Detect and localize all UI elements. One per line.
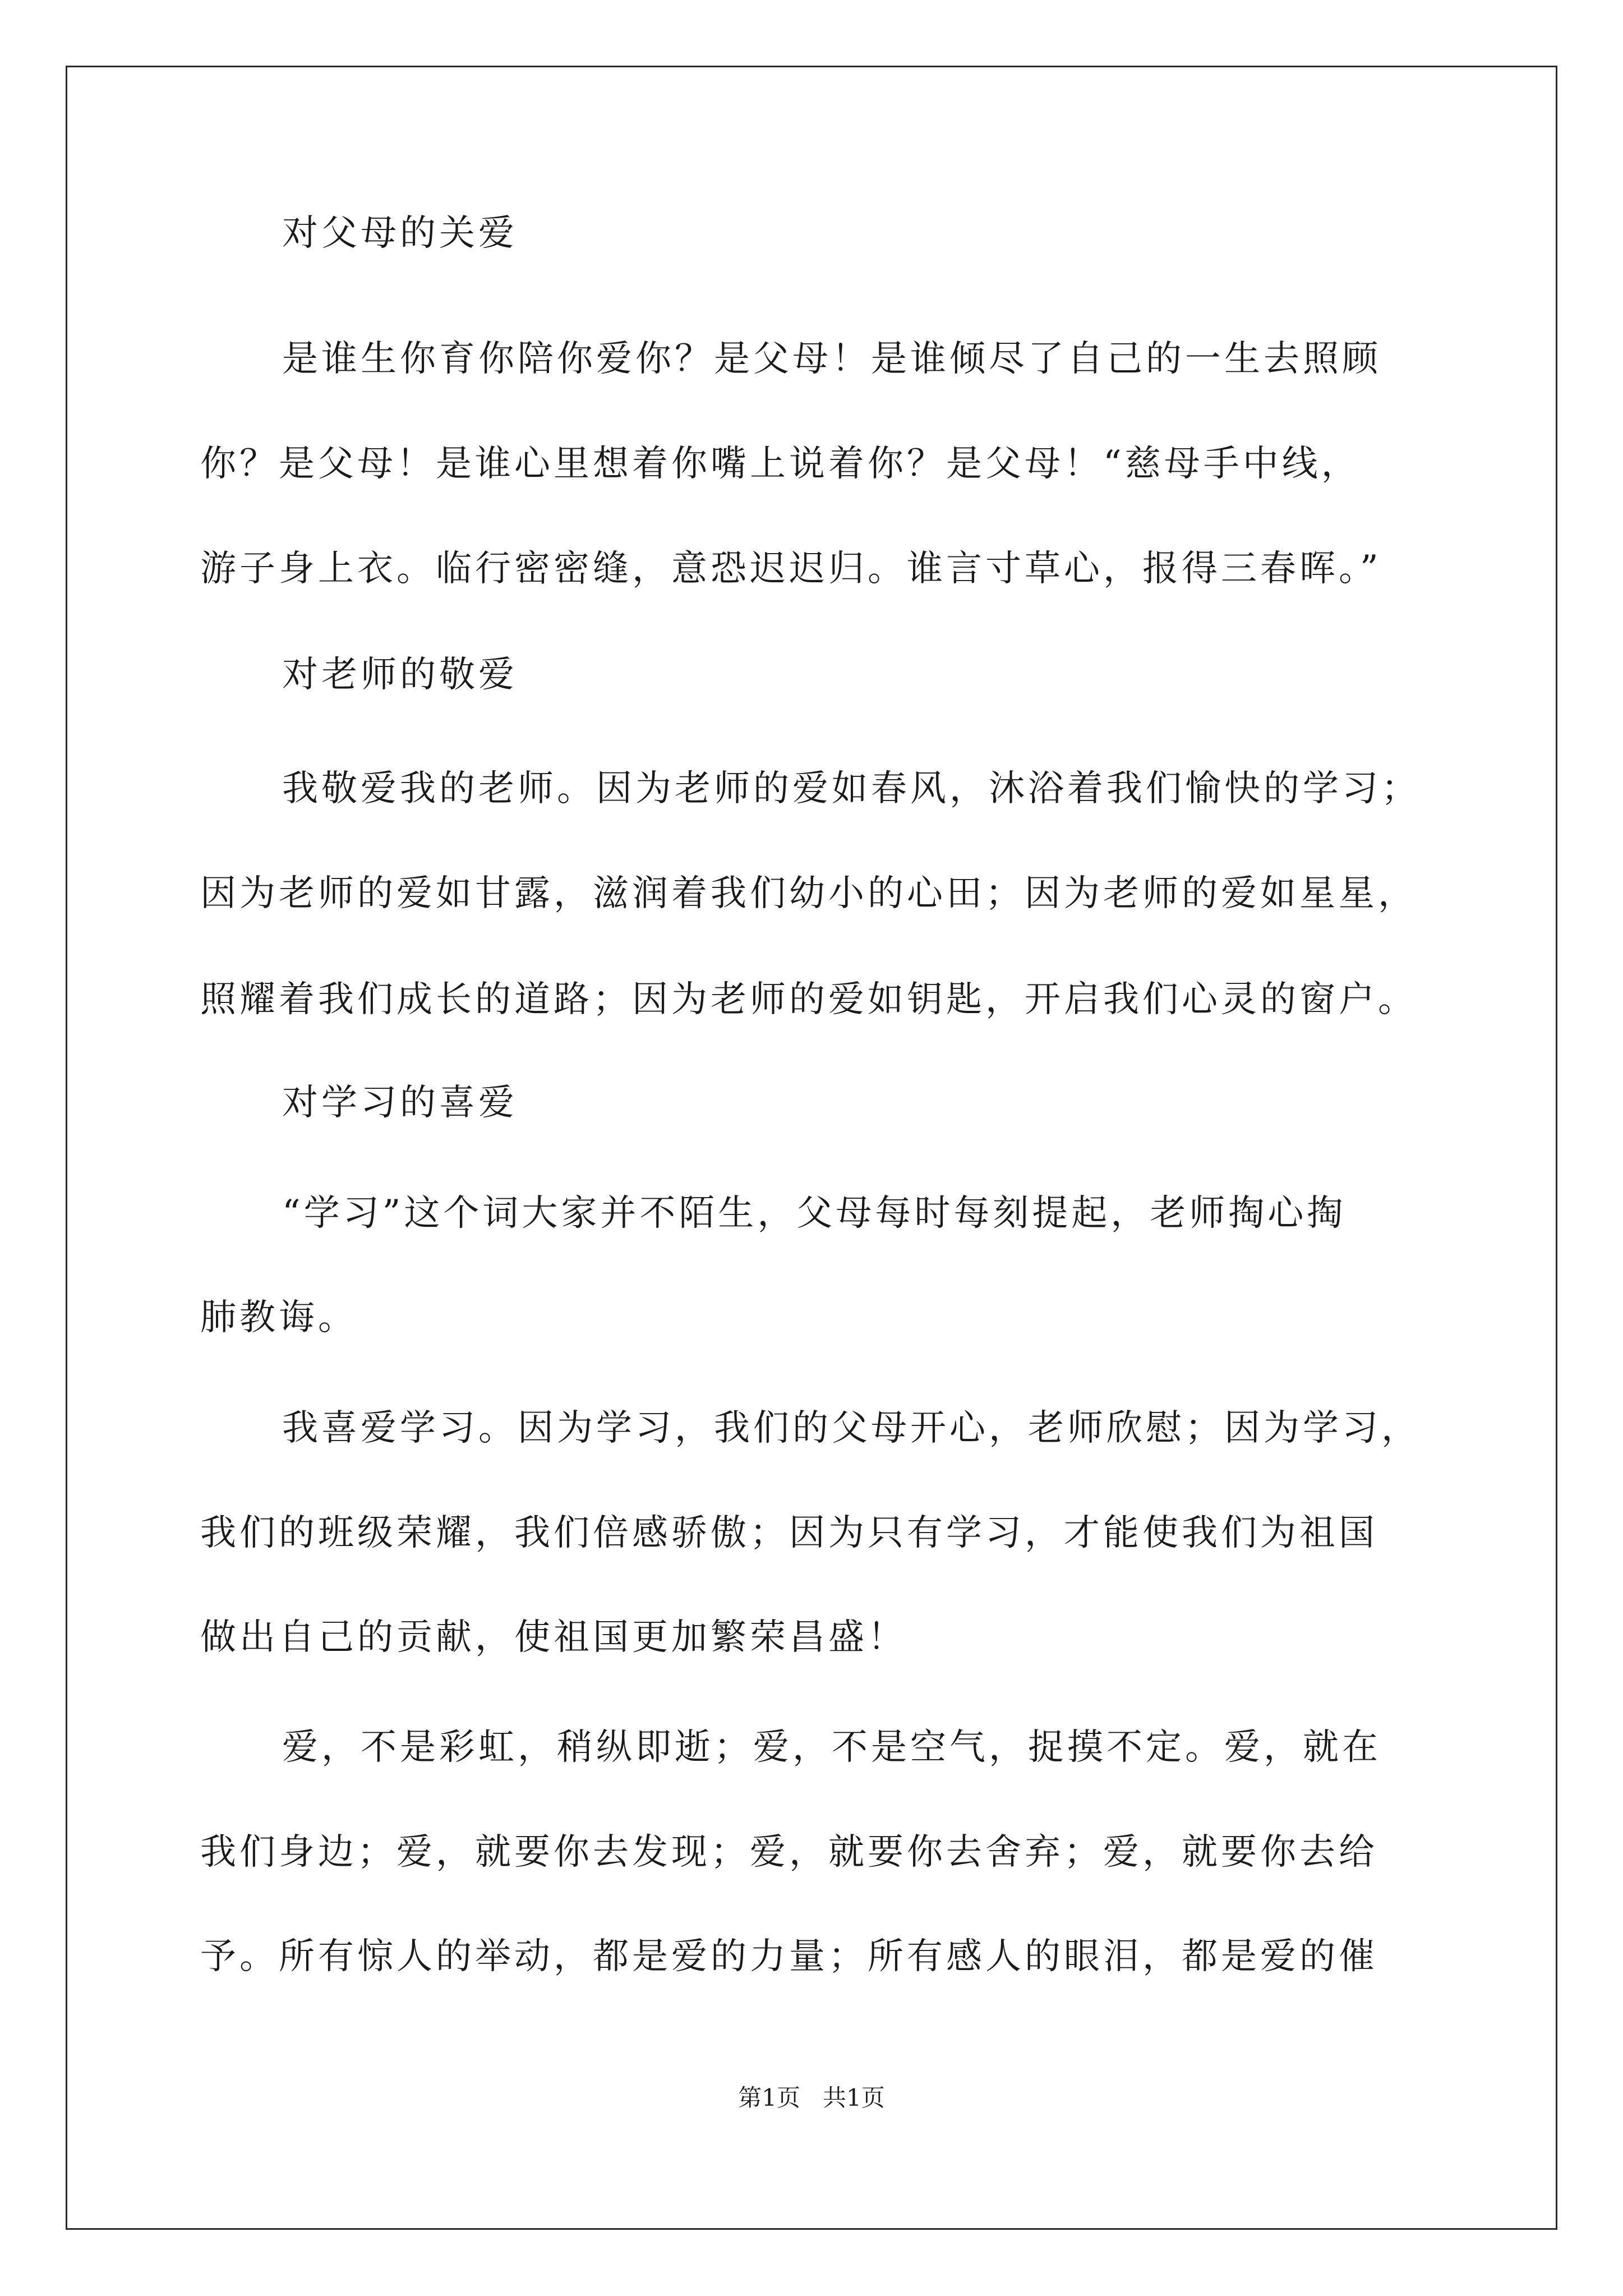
paragraph-line: 我们身边；爱，就要你去发现；爱，就要你去舍弃；爱，就要你去给 bbox=[200, 1832, 1378, 1873]
paragraph-line: 我们的班级荣耀，我们倍感骄傲；因为只有学习，才能使我们为祖国 bbox=[200, 1512, 1378, 1554]
paragraph-line: “学习”这个词大家并不陌生，父母每时每刻提起，老师掏心掏 bbox=[282, 1193, 1347, 1234]
paragraph-line: 是谁生你育你陪你爱你？是父母！是谁倾尽了自己的一生去照顾 bbox=[282, 338, 1381, 380]
page-border bbox=[66, 66, 1557, 2230]
paragraph-line: 因为老师的爱如甘露，滋润着我们幼小的心田；因为老师的爱如星星， bbox=[200, 873, 1417, 914]
heading-parents-love: 对父母的关爱 bbox=[282, 213, 518, 254]
paragraph-line: 予。所有惊人的举动，都是爱的力量；所有感人的眼泪，都是爱的催 bbox=[200, 1936, 1378, 1977]
paragraph-line: 我敬爱我的老师。因为老师的爱如春风，沐浴着我们愉快的学习； bbox=[282, 768, 1421, 809]
heading-teacher-respect: 对老师的敬爱 bbox=[282, 654, 518, 696]
paragraph-line: 我喜爱学习。因为学习，我们的父母开心，老师欣慰；因为学习， bbox=[282, 1407, 1421, 1449]
paragraph-line: 游子身上衣。临行密密缝，意恐迟迟归。谁言寸草心，报得三春晖。” bbox=[200, 548, 1382, 590]
page-number-footer: 第1页 共1页 bbox=[738, 2084, 885, 2111]
paragraph-line: 照耀着我们成长的道路；因为老师的爱如钥匙，开启我们心灵的窗户。 bbox=[200, 979, 1417, 1020]
heading-study-love: 对学习的喜爱 bbox=[282, 1082, 518, 1124]
paragraph-line: 肺教诲。 bbox=[200, 1297, 357, 1338]
paragraph-line: 做出自己的贡献，使祖国更加繁荣昌盛！ bbox=[200, 1617, 907, 1658]
paragraph-line: 爱，不是彩虹，稍纵即逝；爱，不是空气，捉摸不定。爱，就在 bbox=[282, 1727, 1381, 1768]
paragraph-line: 你？是父母！是谁心里想着你嘴上说着你？是父母！“慈母手中线， bbox=[200, 443, 1361, 485]
